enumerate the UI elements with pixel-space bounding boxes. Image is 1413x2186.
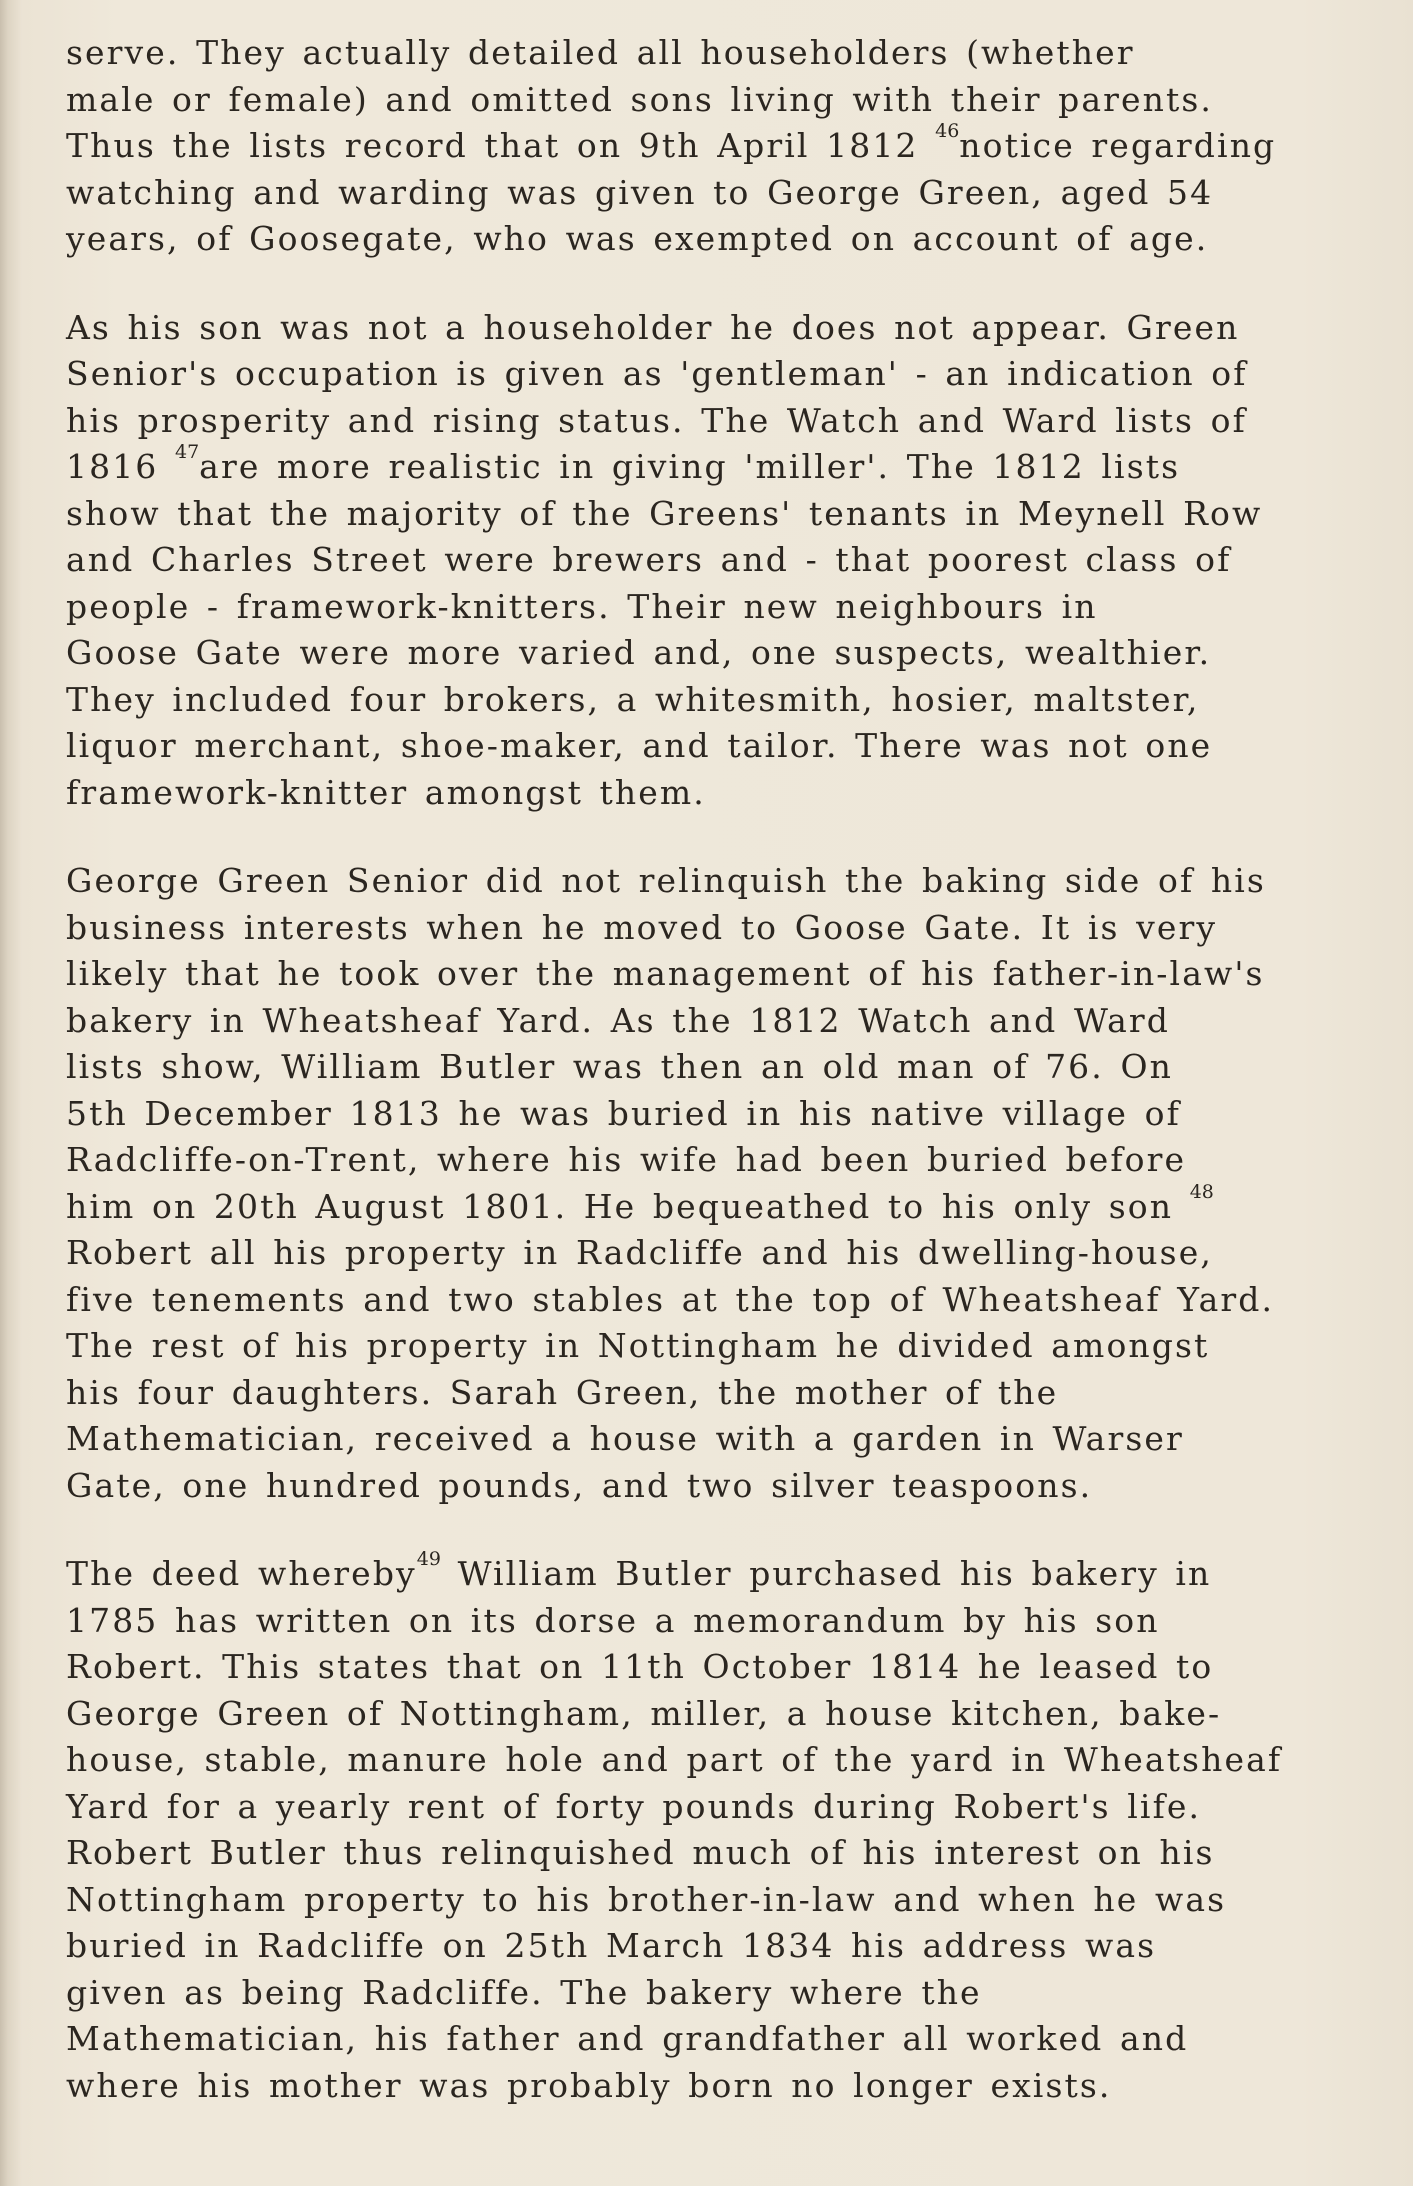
text-line xyxy=(66,1691,1366,1738)
text-segment: bakery in Wheatsheaf Yard. As the 1812 Watch and Ward xyxy=(66,1000,1170,1040)
text-line xyxy=(66,1970,1366,2017)
document-body xyxy=(66,30,1366,2151)
text-segment: given as being Radcliffe. The bakery where the xyxy=(66,1972,982,2012)
text-line xyxy=(66,630,1366,677)
text-segment: buried in Radcliffe on 25th March 1834 his address was xyxy=(66,1926,1157,1965)
text-segment: male or female) and omitted sons living with their parents. xyxy=(66,79,1214,119)
text-line xyxy=(66,2063,1366,2110)
text-line xyxy=(66,1923,1366,1970)
text-line xyxy=(66,170,1366,217)
text-segment: years, of Goosegate, who was exempted on account of age. xyxy=(66,219,1209,258)
text-line xyxy=(66,1323,1366,1370)
text-segment: Robert all his property in Radcliffe and his dwelling-house, xyxy=(66,1233,1213,1272)
text-segment: are more realistic in giving 'miller'. The 1812 lists xyxy=(199,447,1181,486)
text-segment: his prosperity and rising status. The Watch and Ward lists of xyxy=(66,400,1247,440)
text-line xyxy=(66,905,1366,952)
footnote-ref: 49 xyxy=(416,1548,441,1570)
paragraph xyxy=(66,1548,1366,2109)
text-line xyxy=(66,1044,1366,1091)
text-line xyxy=(66,1137,1366,1184)
text-line xyxy=(66,1877,1366,1924)
text-segment: framework-knitter amongst them. xyxy=(66,772,706,812)
text-segment: his four daughters. Sarah Green, the mother of the xyxy=(66,1372,1059,1412)
text-line xyxy=(66,1277,1366,1324)
text-segment: five tenements and two stables at the top of Wheatsheaf Yard. xyxy=(66,1279,1275,1319)
text-segment: The deed whereby xyxy=(66,1554,417,1593)
text-segment: Thus the lists record that on 9th April 1812 xyxy=(66,126,936,165)
text-line xyxy=(66,677,1366,724)
text-line xyxy=(66,723,1366,770)
text-segment: where his mother was probably born no longer exists. xyxy=(66,2065,1112,2105)
text-line xyxy=(66,770,1366,817)
text-line xyxy=(66,1370,1366,1417)
text-segment: They included four brokers, a whitesmith, hosier, maltster, xyxy=(66,679,1200,719)
text-line xyxy=(66,1230,1366,1277)
text-line xyxy=(66,584,1366,631)
text-segment: Robert Butler thus relinquished much of his interest on his xyxy=(66,1833,1215,1872)
text-segment: house, stable, manure hole and part of the yard in Wheatsheaf xyxy=(66,1740,1283,1779)
footnote-ref: 46 xyxy=(935,120,960,142)
text-segment: Goose Gate were more varied and, one suspects, wealthier. xyxy=(66,633,1212,672)
text-segment: watching and warding was given to George Green, aged 54 xyxy=(66,172,1214,212)
footnote-ref: 48 xyxy=(1189,1180,1214,1203)
text-segment: William Butler purchased his bakery in xyxy=(440,1554,1212,1593)
text-segment: George Green Senior did not relinquish the baking side of his xyxy=(66,861,1266,900)
text-line xyxy=(66,1784,1366,1831)
text-segment: Nottingham property to his brother-in-law and when he was xyxy=(66,1879,1227,1919)
text-line xyxy=(66,998,1366,1045)
text-line xyxy=(66,1548,1366,1598)
text-segment: show that the majority of the Greens' tenants in Meynell Row xyxy=(66,493,1263,533)
text-line xyxy=(66,2016,1366,2063)
text-line xyxy=(66,951,1366,998)
text-segment: 1816 xyxy=(66,447,175,486)
text-segment: people - framework-knitters. Their new neighbours in xyxy=(66,586,1098,626)
text-line xyxy=(66,1598,1366,1645)
text-segment: The rest of his property in Nottingham he divided amongst xyxy=(66,1326,1210,1365)
text-line xyxy=(66,305,1366,352)
text-line xyxy=(66,858,1366,905)
text-line xyxy=(66,1416,1366,1463)
text-segment: notice regarding xyxy=(959,126,1277,165)
text-line xyxy=(66,1830,1366,1877)
text-segment: Radcliffe-on-Trent, where his wife had been buried before xyxy=(66,1140,1187,1179)
text-line xyxy=(66,1737,1366,1784)
text-line xyxy=(66,1091,1366,1138)
text-line xyxy=(66,441,1366,491)
text-line xyxy=(66,351,1366,398)
text-segment: Mathematician, his father and grandfather all worked and xyxy=(66,2019,1189,2058)
text-segment: Senior's occupation is given as 'gentleman' - an indication of xyxy=(66,354,1248,393)
text-segment: lists show, William Butler was then an old man of 76. On xyxy=(66,1047,1173,1086)
text-segment: Robert. This states that on 11th October 1814 he leased to xyxy=(66,1647,1214,1686)
text-line xyxy=(66,77,1366,124)
text-segment: him on 20th August 1801. He bequeathed to his only son xyxy=(66,1186,1190,1226)
paragraph xyxy=(66,305,1366,817)
text-line xyxy=(66,216,1366,263)
text-line xyxy=(66,1180,1366,1231)
text-segment: business interests when he moved to Goose Gate. It is very xyxy=(66,907,1218,947)
text-segment: likely that he took over the management of his father-in-law's xyxy=(66,954,1265,993)
text-line xyxy=(66,30,1366,77)
text-line xyxy=(66,398,1366,445)
text-segment: George Green of Nottingham, miller, a house kitchen, bake- xyxy=(66,1693,1222,1733)
text-line xyxy=(66,1644,1366,1691)
text-line xyxy=(66,1463,1366,1510)
text-segment: liquor merchant, shoe-maker, and tailor. There was not one xyxy=(66,726,1213,765)
text-segment: Gate, one hundred pounds, and two silver teaspoons. xyxy=(66,1465,1093,1505)
paragraph xyxy=(66,858,1366,1509)
text-line xyxy=(66,491,1366,538)
text-segment: Mathematician, received a house with a garden in Warser xyxy=(66,1419,1184,1458)
text-segment: Yard for a yearly rent of forty pounds during Robert's life. xyxy=(66,1786,1202,1826)
paragraph xyxy=(66,30,1366,263)
footnote-ref: 47 xyxy=(174,441,200,463)
text-segment: 1785 has written on its dorse a memorandum by his son xyxy=(66,1600,1160,1640)
text-line xyxy=(66,537,1366,584)
text-line xyxy=(66,120,1366,170)
text-segment: and Charles Street were brewers and - that poorest class of xyxy=(66,540,1232,579)
text-segment: As his son was not a householder he does not appear. Green xyxy=(66,307,1240,347)
text-segment: serve. They actually detailed all householders (whether xyxy=(66,33,1135,72)
text-segment: 5th December 1813 he was buried in his native village of xyxy=(66,1093,1181,1133)
